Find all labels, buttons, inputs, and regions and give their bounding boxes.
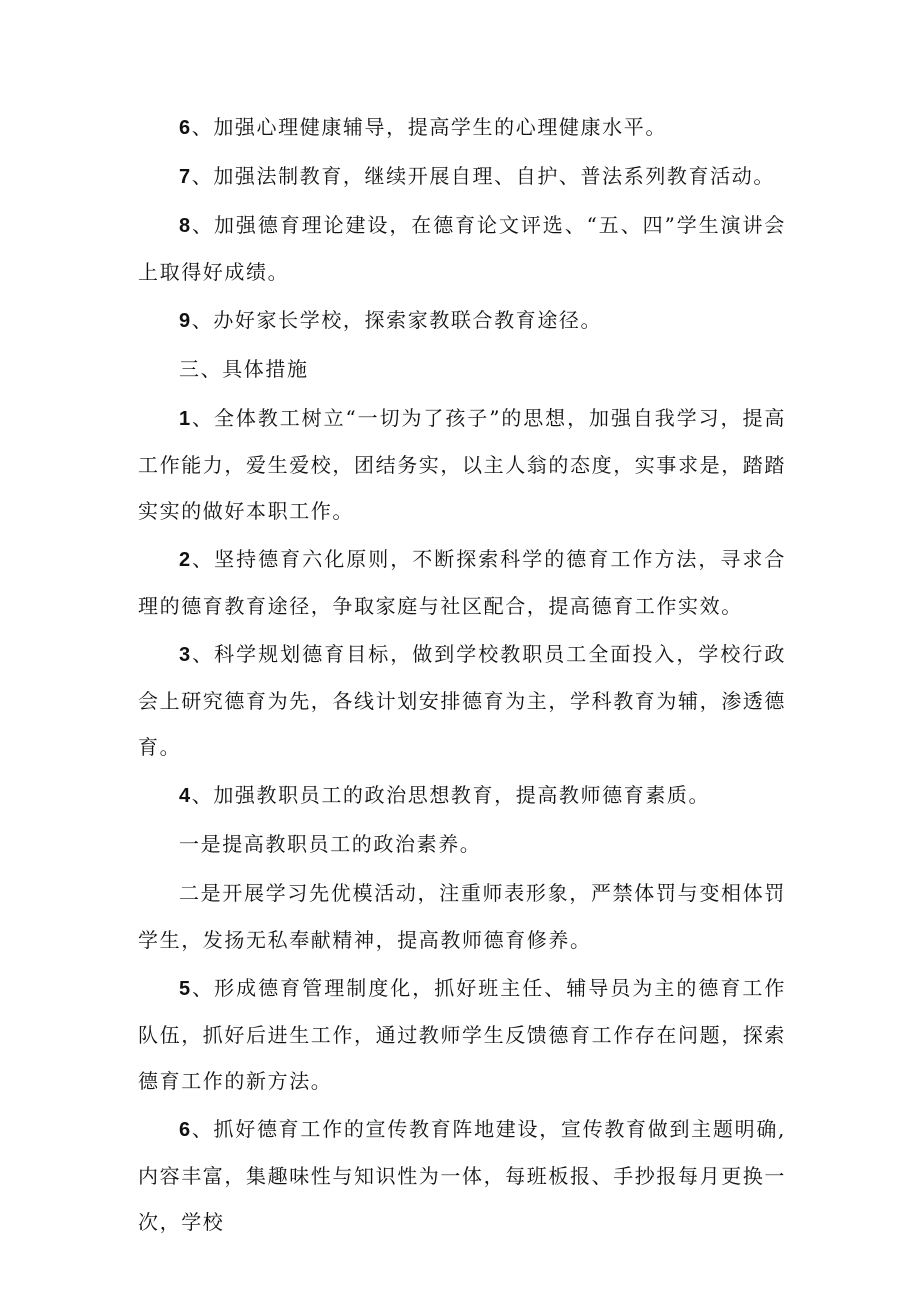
item-number: 1 <box>179 408 192 430</box>
paragraph-text: 、坚持德育六化原则，不断探索科学的德育工作方法，寻求合理的德育教育途径，争取家庭与社区配合，提高德育工作实效。 <box>138 547 786 618</box>
paragraph-measure-5 <box>138 965 786 1104</box>
document-body <box>138 104 786 1247</box>
paragraph-text: 一是提高教职员工的政治素养。 <box>179 832 482 856</box>
item-number: 6 <box>179 1119 192 1141</box>
paragraph-text: 、抓好德育工作的宣传教育阵地建设，宣传教育做到主题明确,内容丰富，集趣味性与知识性为一体，每班板报、手抄报每月更换一次，学校 <box>138 1117 786 1234</box>
paragraph-text: 、全体教工树立“一切为了孩子”的思想，加强自我学习，提高工作能力，爱生爱校，团结务实，以主人翁的态度，实事求是，踏踏实实的做好本职工作。 <box>138 406 786 523</box>
heading-text: 三、具体措施 <box>179 357 309 381</box>
paragraph-text: 、加强法制教育，继续开展自理、自护、普法系列教育活动。 <box>191 164 775 188</box>
item-number: 6 <box>179 117 192 139</box>
paragraph-goal-6 <box>138 104 786 151</box>
paragraph-measure-2 <box>138 536 786 629</box>
paragraph-measure-3 <box>138 631 786 770</box>
item-number: 4 <box>179 785 192 807</box>
paragraph-measure-1 <box>138 395 786 534</box>
paragraph-text: 、加强教职员工的政治思想教育，提高教师德育素质。 <box>191 783 711 807</box>
paragraph-text: 、形成德育管理制度化，抓好班主任、辅导员为主的德育工作队伍，抓好后进生工作，通过教师学生反馈德育工作存在问题，探索德育工作的新方法。 <box>138 976 786 1093</box>
paragraph-goal-7 <box>138 153 786 200</box>
paragraph-sub-2 <box>138 870 786 963</box>
paragraph-measure-6 <box>138 1106 786 1245</box>
paragraph-text: 、加强德育理论建设，在德育论文评选、“五、四”学生演讲会上取得好成绩。 <box>138 213 786 284</box>
item-number: 7 <box>179 166 192 188</box>
paragraph-goal-9 <box>138 297 786 344</box>
item-number: 2 <box>179 549 192 571</box>
item-number: 8 <box>179 215 192 237</box>
paragraph-text: 、加强心理健康辅导，提高学生的心理健康水平。 <box>191 115 667 139</box>
paragraph-sub-1 <box>138 821 786 868</box>
paragraph-text: 、科学规划德育目标，做到学校教职员工全面投入，学校行政会上研究德育为先，各线计划安排德育为主，学科教育为辅，渗透德育。 <box>138 642 786 759</box>
section-heading <box>138 346 786 393</box>
paragraph-text: 、办好家长学校，探索家教联合教育途径。 <box>191 308 603 332</box>
item-number: 9 <box>179 310 192 332</box>
paragraph-text: 二是开展学习先优模活动，注重师表形象，严禁体罚与变相体罚学生，发扬无私奉献精神，提高教师德育修养。 <box>138 881 786 952</box>
item-number: 3 <box>179 644 192 666</box>
paragraph-goal-8 <box>138 202 786 295</box>
item-number: 5 <box>179 978 192 1000</box>
paragraph-measure-4 <box>138 772 786 819</box>
